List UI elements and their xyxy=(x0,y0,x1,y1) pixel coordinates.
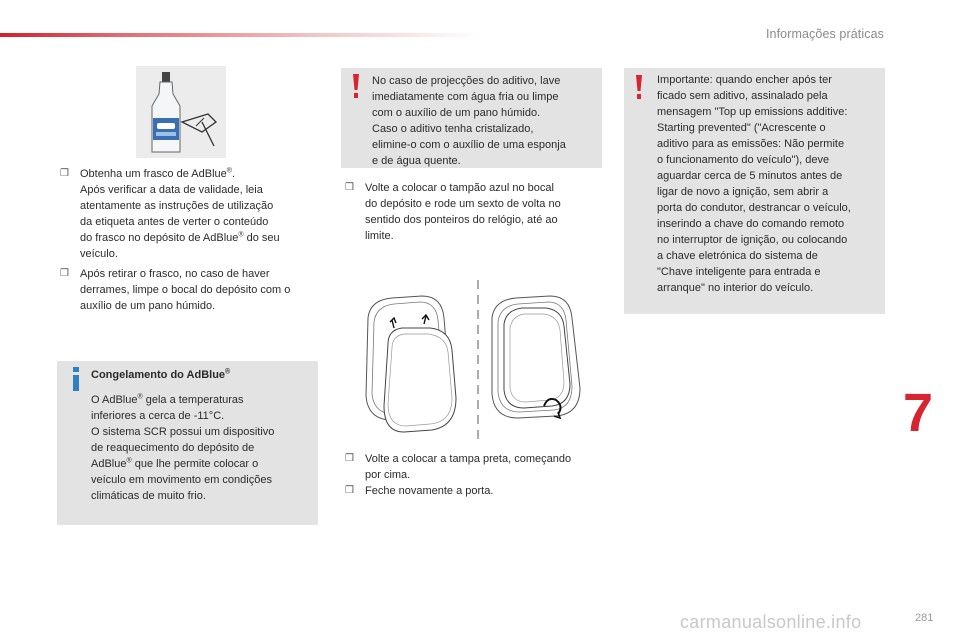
bullet-line: veículo. xyxy=(80,248,118,260)
bullet-line: Volte a colocar a tampa preta, começando xyxy=(365,453,572,465)
info-line: AdBlue® que lhe permite colocar o xyxy=(91,457,259,470)
checkbox-bullet-icon: ❒ xyxy=(345,485,354,496)
warning-line: no interruptor de ignição, ou colocando xyxy=(657,234,848,246)
checkbox-bullet-icon: ❒ xyxy=(345,453,354,464)
bullet-line: do frasco no depósito de AdBlue® do seu xyxy=(80,231,280,244)
exclamation-icon xyxy=(634,74,644,100)
adblue-bottle-illustration xyxy=(136,66,226,158)
warning-line: a chave eletrónica do sistema de xyxy=(657,250,818,262)
watermark: carmanualsonline.info xyxy=(680,612,862,632)
info-box-title: Congelamento do AdBlue® xyxy=(91,368,231,381)
warning-line: "Chave inteligente para entrada e xyxy=(657,266,821,278)
warning-line: inserindo a chave do comando remoto xyxy=(657,218,845,230)
warning-line: aditivo para as emissões: Não permite xyxy=(657,138,845,150)
checkbox-bullet-icon: ❒ xyxy=(60,168,69,179)
bullet-line: auxílio de um pano húmido. xyxy=(80,300,216,312)
warning-line: e de água quente. xyxy=(372,155,461,167)
bullet-line: limite. xyxy=(365,230,394,242)
warning-line: Starting prevented" ("Acrescente o xyxy=(657,122,826,134)
warning-line: Caso o aditivo tenha cristalizado, xyxy=(372,123,534,135)
warning-line: No caso de projecções do aditivo, lave xyxy=(372,75,561,87)
checkbox-bullet-icon: ❒ xyxy=(345,182,354,193)
warning-line: imediatamente com água fria ou limpe xyxy=(372,91,559,103)
warning-line: Importante: quando encher após ter xyxy=(657,74,832,86)
page-header-title: Informações práticas xyxy=(765,27,884,41)
bullet-clean-filler xyxy=(60,266,290,314)
warning-line: arranque" no interior do veículo. xyxy=(657,282,814,294)
warning-line: com o auxílio de um pano húmido. xyxy=(372,107,541,119)
bullet-line: derrames, limpe o bocal do depósito com o xyxy=(80,284,291,296)
bullet-line: Volte a colocar o tampão azul no bocal xyxy=(365,182,554,194)
info-line: O AdBlue® gela a temperaturas xyxy=(91,393,244,406)
checkbox-bullet-icon: ❒ xyxy=(60,268,69,279)
info-line: O sistema SCR possui um dispositivo xyxy=(91,426,275,438)
bullet-close-door xyxy=(345,483,493,499)
warning-line: elimine-o com o auxílio de uma esponja xyxy=(372,139,566,151)
bullet-refit-black-cover xyxy=(345,451,571,483)
bullet-line: do depósito e rode um sexto de volta no xyxy=(365,198,561,210)
info-line: veículo em movimento em condições xyxy=(91,474,272,486)
bullet-line: atentamente as instruções de utilização xyxy=(80,200,274,212)
info-icon xyxy=(70,366,82,392)
info-line: inferiores a cerca de -11°C. xyxy=(91,410,225,422)
filler-cover-illustration xyxy=(358,278,594,446)
bullet-refit-blue-cap xyxy=(345,180,561,244)
warning-line: mensagem "Top up emissions additive: xyxy=(657,106,848,118)
bullet-line: da etiqueta antes de verter o conteúdo xyxy=(80,216,269,228)
warning-line: ligar de novo a ignição, sem abrir a xyxy=(657,186,829,198)
header-accent-bar xyxy=(0,33,480,37)
bullet-line: Obtenha um frasco de AdBlue®. xyxy=(80,167,235,180)
bullet-line: por cima. xyxy=(365,469,411,481)
warning-line: aguardar cerca de 5 minutos antes de xyxy=(657,170,843,182)
bullet-line: sentido dos ponteiros do relógio, até ao xyxy=(365,214,558,226)
info-line: climáticas de muito frio. xyxy=(91,490,206,502)
exclamation-icon xyxy=(351,73,361,99)
bullet-line: Feche novamente a porta. xyxy=(365,485,494,497)
warning-line: o funcionamento do veículo"), deve xyxy=(657,154,830,166)
warning-box-important xyxy=(624,68,885,314)
info-box-body xyxy=(91,392,274,504)
bullet-obtain-adblue xyxy=(60,166,280,262)
bullet-line: Após verificar a data de validade, leia xyxy=(80,184,263,196)
warning-line: porta do condutor, destrancar o veículo, xyxy=(657,202,851,214)
chapter-number: 7 xyxy=(903,383,934,443)
bullet-line: Após retirar o frasco, no caso de haver xyxy=(80,268,270,280)
warning-box-body xyxy=(372,73,566,169)
warning-box-body xyxy=(657,72,851,296)
info-line: de reaquecimento do depósito de xyxy=(91,442,255,454)
warning-line: ficado sem aditivo, assinalado pela xyxy=(657,90,828,102)
warning-box-splash xyxy=(341,68,602,168)
page-number: 281 xyxy=(915,612,934,624)
info-box-freezing xyxy=(57,361,318,525)
